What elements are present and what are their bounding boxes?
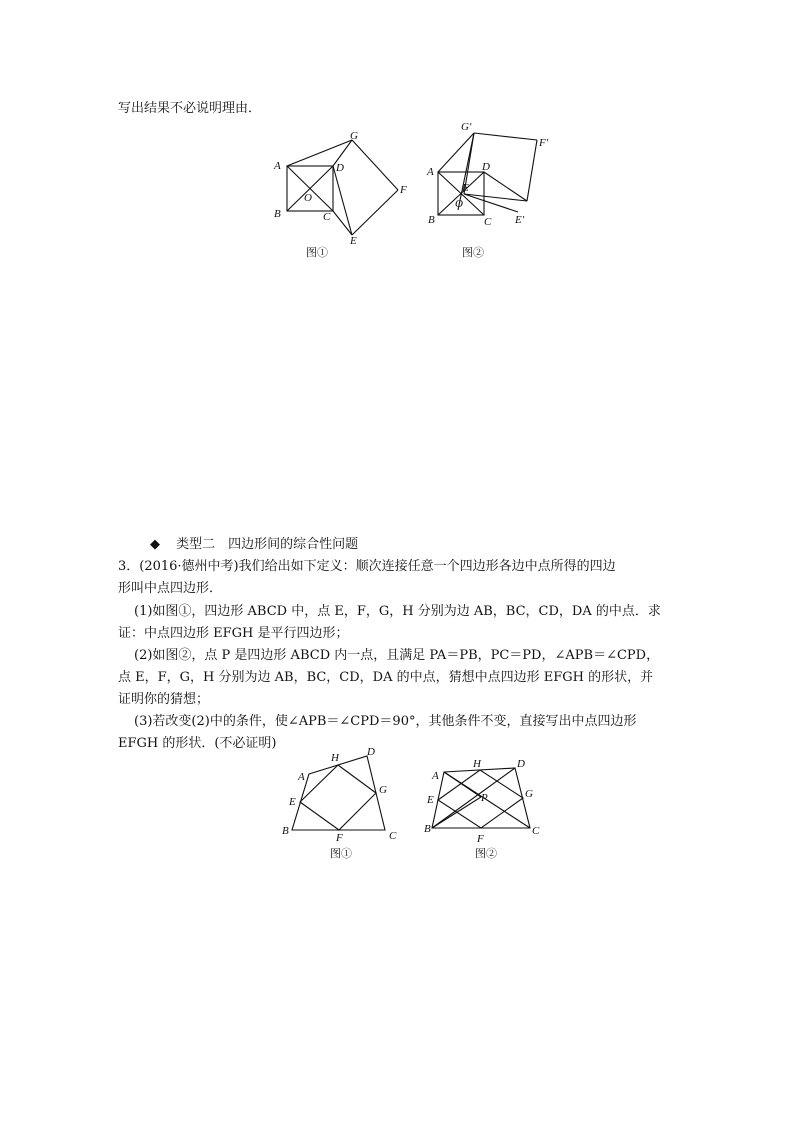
bfig1-label-H: H <box>331 752 339 764</box>
bfig1-label-C: C <box>389 830 397 842</box>
fig1-label-E: E <box>350 235 357 247</box>
problem-line-6: 点 E，F，G，H 分别为边 AB，BC，CD，DA 的中点，猜想中点四边形 EFGH 的形状，并 <box>118 670 654 685</box>
fig1-label-D: D <box>336 162 344 174</box>
fig2-label-A: A <box>427 166 434 178</box>
bfig2-label-A: A <box>432 770 439 782</box>
bfig2-label-E: E <box>427 794 434 806</box>
problem-line-2: 形叫中点四边形． <box>118 581 223 596</box>
bfig1-caption: 图① <box>330 848 352 860</box>
bfig2-label-H: H <box>473 758 481 770</box>
fig2-label-O: O <box>455 198 463 210</box>
bfig1-label-E: E <box>289 796 296 808</box>
fig2-label-F: F′ <box>539 137 549 149</box>
problem-line-9: EFGH 的形状．(不必证明) <box>118 736 277 751</box>
problem-line-7: 证明你的猜想； <box>118 692 210 707</box>
intro-line: 写出结果不必说明理由． <box>118 101 262 116</box>
bfig2-label-G: G <box>525 788 533 800</box>
bfig1-label-A: A <box>298 771 305 783</box>
fig2-label-G: G′ <box>461 121 472 133</box>
section-heading <box>150 534 358 556</box>
problem-line-5: (2)如图②，点 P 是四边形 ABCD 内一点，且满足 PA＝PB，PC＝PD，∠APB＝∠CPD， <box>134 648 660 663</box>
bfig1-label-G: G <box>379 784 387 796</box>
fig2-label-E: E′ <box>515 214 525 226</box>
fig2-label-C: C <box>484 216 492 228</box>
bfig2-label-C: C <box>532 825 540 837</box>
fig1-caption: 图① <box>306 247 328 259</box>
fig1-label-A: A <box>274 160 281 172</box>
bfig2-label-D: D <box>517 758 525 770</box>
problem-line-4: 证：中点四边形 EFGH 是平行四边形； <box>118 626 349 641</box>
section-title: 类型二 四边形间的综合性问题 <box>176 537 359 552</box>
top-figure-2 <box>438 133 537 215</box>
bfig1-label-B: B <box>282 825 289 837</box>
bfig2-caption: 图② <box>475 848 497 860</box>
fig1-label-F: F <box>400 184 407 196</box>
fig1-label-G: G <box>350 130 358 142</box>
bfig1-label-D: D <box>367 746 375 758</box>
fig2-label-D: D <box>482 161 490 173</box>
fig2-label-E-inner: E <box>462 182 469 194</box>
bfig2-label-F: F <box>477 833 484 845</box>
fig1-label-C: C <box>323 211 331 223</box>
fig2-label-B: B <box>428 214 435 226</box>
fig1-label-B: B <box>274 208 281 220</box>
top-figure-1 <box>287 140 398 235</box>
fig1-label-O: O <box>304 192 312 204</box>
bfig2-label-B: B <box>424 823 431 835</box>
bottom-figure-1 <box>292 756 385 830</box>
bfig2-label-P: P <box>481 792 488 804</box>
problem-line-8: (3)若改变(2)中的条件，使∠APB＝∠CPD＝90°，其他条件不变，直接写出中点四边形 <box>134 714 637 729</box>
fig2-caption: 图② <box>462 247 484 259</box>
problem-line-1: 3．(2016·德州中考)我们给出如下定义：顺次连接任意一个四边形各边中点所得的四边 <box>118 559 616 574</box>
problem-line-3: (1)如图①，四边形 ABCD 中，点 E，F，G，H 分别为边 AB，BC，CD，DA 的中点．求 <box>134 604 661 619</box>
bullet-icon: ◆ <box>150 537 160 552</box>
bfig1-label-F: F <box>336 832 343 844</box>
